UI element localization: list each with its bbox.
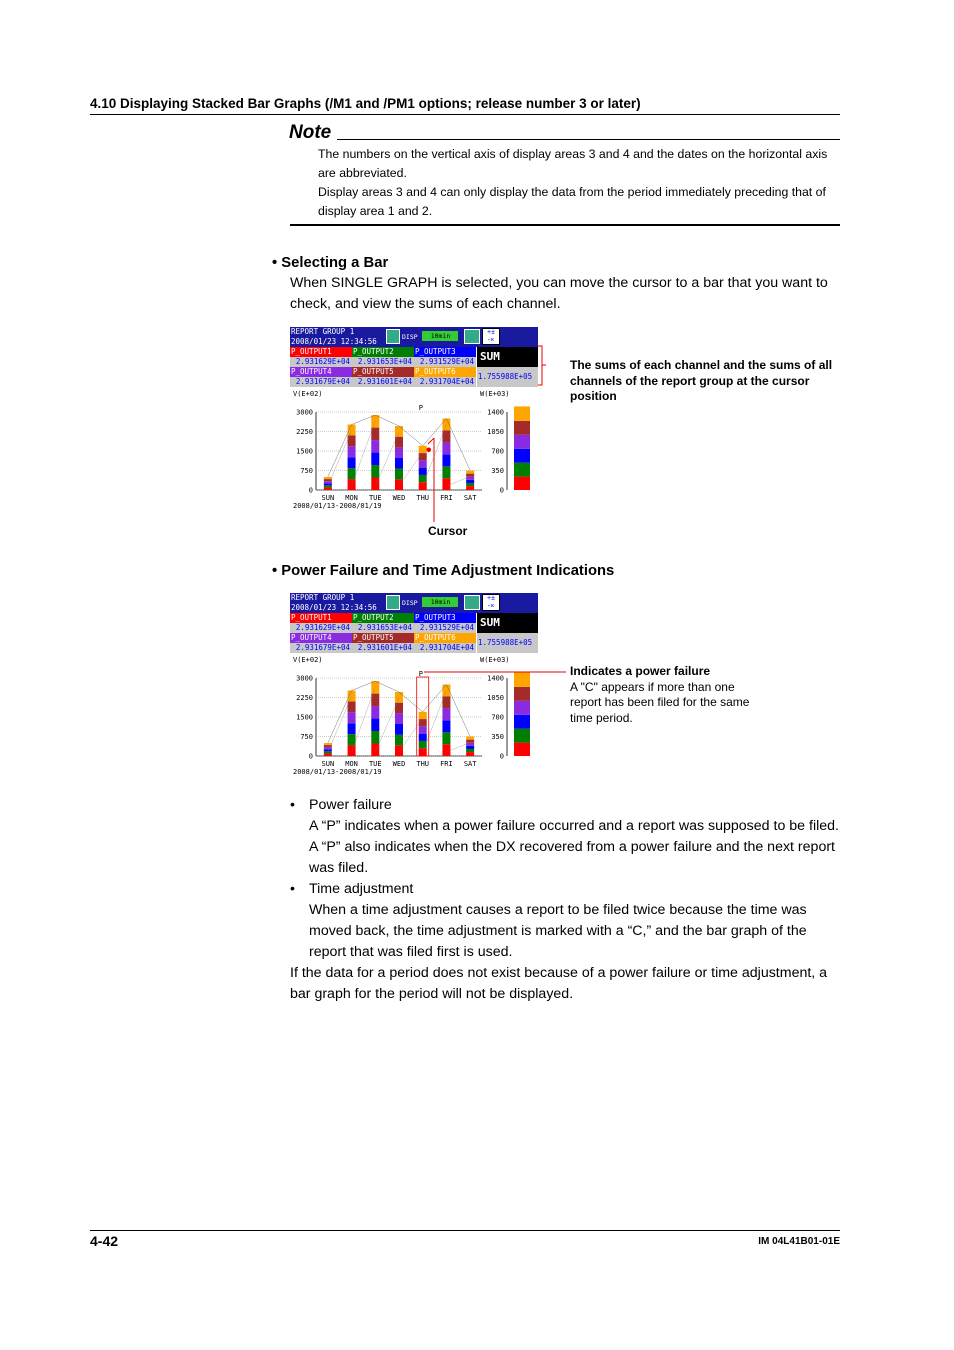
note-paragraph-2: Display areas 3 and 4 can only display the data from the period immediately preceding that of display area 1 and 2. <box>318 185 826 218</box>
day-label: FRI <box>440 760 453 768</box>
channel-sum-value: 2.931679E+04 <box>290 643 352 653</box>
section-power-failure-title: • Power Failure and Time Adjustment Indications <box>272 563 615 579</box>
channel-sum-value: 2.931601E+04 <box>352 377 414 387</box>
left-tick-label: 1500 <box>296 713 313 722</box>
day-label: MON <box>345 760 358 768</box>
bar-segment <box>442 744 450 756</box>
right-axis-unit: W(E+03) <box>480 390 510 398</box>
left-tick-label: 0 <box>308 486 313 495</box>
channel-name: P_OUTPUT1 <box>290 613 352 623</box>
day-label: FRI <box>440 494 453 502</box>
note-paragraph-1: The numbers on the vertical axis of display areas 3 and 4 and the dates on the horizontal axis are abbreviated. <box>318 147 828 180</box>
bar-segment <box>348 468 356 479</box>
power-failure-pointer <box>420 668 570 680</box>
date-range-label: 2008/01/13-2008/01/19 <box>293 502 382 510</box>
channel-name: P_OUTPUT6 <box>414 633 476 643</box>
cursor-label: Cursor <box>428 524 468 538</box>
sum-bar-segment <box>514 715 530 729</box>
display-icon <box>386 329 400 344</box>
sum-bar-segment <box>514 687 530 701</box>
bar-segment <box>466 483 474 486</box>
note-bottom-rule <box>290 224 840 226</box>
sum-bar-segment <box>514 435 530 449</box>
bar-segment <box>371 428 379 440</box>
day-label: SUN <box>321 760 335 768</box>
callout-power-failure-title: Indicates a power failure <box>570 664 711 678</box>
bar-segment <box>419 734 427 741</box>
bar-segment <box>419 719 427 726</box>
power-failure-marker: P <box>418 404 423 412</box>
bar-segment <box>371 465 379 477</box>
bar-segment <box>442 442 450 454</box>
bar-segment <box>419 726 427 733</box>
bar-segment <box>324 487 332 490</box>
note-top-rule <box>337 139 840 140</box>
bar-segment <box>442 732 450 744</box>
bar-segment <box>442 466 450 478</box>
bar-segment <box>466 480 474 483</box>
bullet-time-adjustment-body: When a time adjustment causes a report to be filed twice because the time was moved back, the time adjustment is marked with a “C,” and the bar graph of the report that was filed first is used. <box>309 902 807 960</box>
bar-segment <box>466 737 474 740</box>
date-range-label: 2008/01/13-2008/01/19 <box>293 768 382 776</box>
left-tick-label: 0 <box>308 752 313 761</box>
bar-segment <box>442 720 450 732</box>
bar-segment <box>348 745 356 756</box>
page-number: 4-42 <box>90 1233 119 1249</box>
bar-segment <box>395 692 403 703</box>
sum-label: SUM <box>477 613 538 633</box>
left-tick-label: 3000 <box>296 408 313 417</box>
channel-name: P_OUTPUT3 <box>414 613 476 623</box>
bar-segment <box>324 477 332 479</box>
channel-sum-value: 2.931653E+04 <box>352 623 414 633</box>
bar-segment <box>442 430 450 442</box>
channel-sum-value: 2.931653E+04 <box>352 357 414 367</box>
left-tick-label: 2250 <box>296 428 313 436</box>
right-axis-unit: W(E+03) <box>480 656 510 664</box>
interval-indicator: 10min <box>422 331 458 341</box>
sum-bar-segment <box>514 421 530 435</box>
bar-segment <box>348 446 356 457</box>
bar-segment <box>442 478 450 490</box>
cursor-pointer-line <box>400 430 440 525</box>
disp-label: DISP <box>402 599 418 607</box>
bar-segment <box>324 483 332 485</box>
math-icon: +± -× <box>482 328 500 345</box>
bar-segment <box>419 748 427 756</box>
bar-segment <box>348 712 356 723</box>
channel-name: P_OUTPUT5 <box>352 367 414 377</box>
sum-bar-segment <box>514 743 530 756</box>
sum-bar-segment <box>514 477 530 490</box>
day-label: TUE <box>368 494 382 502</box>
right-tick-label: 1400 <box>487 674 504 683</box>
left-tick-label: 3000 <box>296 674 313 683</box>
sum-label: SUM <box>477 347 538 367</box>
interval-indicator: 10min <box>422 597 458 607</box>
bar-segment <box>324 481 332 483</box>
sum-bar-segment <box>514 729 530 743</box>
bar-segment <box>395 735 403 746</box>
bar-segment <box>466 752 474 756</box>
section-selecting-bar-body: When SINGLE GRAPH is selected, you can move the cursor to a bar that you want to check, and view the sums of each channel. <box>290 275 828 312</box>
display-icon <box>386 595 400 610</box>
bar-segment <box>466 746 474 749</box>
channel-sum-value: 2.931629E+04 <box>290 623 352 633</box>
bar-segment <box>348 723 356 734</box>
bullet-dot: • <box>290 881 295 897</box>
bar-segment <box>324 749 332 751</box>
right-tick-label: 1050 <box>487 694 504 702</box>
channel-name: P_OUTPUT2 <box>352 613 414 623</box>
report-group-label: REPORT GROUP 1 <box>291 327 355 336</box>
callout-power-failure <box>570 664 760 726</box>
report-datetime: 2008/01/23 12:34:56 <box>291 603 377 612</box>
channel-name: P_OUTPUT5 <box>352 633 414 643</box>
closing-paragraph: If the data for a period does not exist because of a power failure or time adjustment, a bar graph for the period will not be displayed. <box>290 965 828 1002</box>
bullet-time-adjustment <box>290 879 840 963</box>
left-tick-label: 750 <box>300 733 313 741</box>
right-tick-label: 350 <box>491 733 504 741</box>
bar-segment <box>466 740 474 743</box>
day-label: THU <box>416 494 430 502</box>
bullet-power-failure-body: A “P” indicates when a power failure occurred and a report was supposed to be filed. A “P” also indicates when the DX recovered from a power failure and the next report was filed. <box>309 818 839 876</box>
bar-segment <box>466 486 474 490</box>
sum-bar-segment <box>514 449 530 463</box>
bar-segment <box>442 454 450 466</box>
bar-segment <box>466 471 474 474</box>
bar-segment <box>442 696 450 708</box>
bullet-list <box>290 795 840 1005</box>
day-label: WED <box>392 760 406 768</box>
bullet-time-adjustment-title: Time adjustment <box>309 881 414 897</box>
left-tick-label: 2250 <box>296 694 313 702</box>
left-tick-label: 750 <box>300 467 313 475</box>
note-title: Note <box>289 122 332 143</box>
right-tick-label: 1050 <box>487 428 504 436</box>
bar-segment <box>466 474 474 477</box>
left-tick-label: 1500 <box>296 447 313 456</box>
day-label: THU <box>416 760 430 768</box>
bar-segment <box>395 724 403 735</box>
channel-name: P_OUTPUT4 <box>290 367 352 377</box>
bar-segment <box>466 477 474 480</box>
bar-segment <box>395 713 403 724</box>
bar-segment <box>348 734 356 745</box>
bullet-power-failure-title: Power failure <box>309 797 392 813</box>
day-label: WED <box>392 494 406 502</box>
refresh-icon <box>464 595 480 610</box>
bar-segment <box>371 719 379 731</box>
channel-sum-value: 2.931629E+04 <box>290 357 352 367</box>
section-selecting-bar-title: • Selecting a Bar <box>272 255 389 271</box>
left-axis-unit: V(E+02) <box>293 390 323 398</box>
note-text <box>318 145 838 221</box>
footer-rule <box>90 1230 840 1231</box>
callout-bracket <box>536 345 548 387</box>
bar-segment <box>348 690 356 701</box>
bar-segment <box>395 745 403 756</box>
bar-segment <box>442 708 450 720</box>
sum-bar-segment <box>514 406 530 420</box>
day-label: MON <box>345 494 358 502</box>
channel-sum-value: 2.931529E+04 <box>414 357 476 367</box>
day-label: SAT <box>463 760 477 768</box>
channel-name: P_OUTPUT3 <box>414 347 476 357</box>
callout-sums: The sums of each channel and the sums of all channels of the report group at the cursor position <box>570 358 833 403</box>
right-tick-label: 700 <box>491 447 504 456</box>
doc-number: IM 04L41B01-01E <box>758 1236 840 1247</box>
channel-sum-value: 2.931704E+04 <box>414 643 476 653</box>
channel-sum-value: 2.931679E+04 <box>290 377 352 387</box>
refresh-icon <box>464 329 480 344</box>
bar-segment <box>371 694 379 706</box>
channel-sum-value: 2.931704E+04 <box>414 377 476 387</box>
report-group-label: REPORT GROUP 1 <box>291 593 355 602</box>
channel-name: P_OUTPUT4 <box>290 633 352 643</box>
callout-power-failure-body: A "C" appears if more than one report has been filed for the same time period. <box>570 679 750 725</box>
channel-sum-value: 2.931529E+04 <box>414 623 476 633</box>
bar-segment <box>371 440 379 452</box>
right-tick-label: 1400 <box>487 408 504 417</box>
power-failure-marker: P <box>418 670 423 678</box>
bar-segment <box>371 453 379 465</box>
screen-power-failure <box>290 593 538 783</box>
bar-segment <box>348 479 356 490</box>
sum-bar-segment <box>514 701 530 715</box>
day-label: SUN <box>321 494 335 502</box>
sum-bar-segment <box>514 463 530 477</box>
channel-name: P_OUTPUT2 <box>352 347 414 357</box>
day-label: TUE <box>368 760 382 768</box>
section-header: 4.10 Displaying Stacked Bar Graphs (/M1 and /PM1 options; release number 3 or later) <box>90 96 641 111</box>
channel-sum-value: 2.931601E+04 <box>352 643 414 653</box>
bullet-dot: • <box>290 797 295 813</box>
right-tick-label: 700 <box>491 713 504 722</box>
disp-label: DISP <box>402 333 418 341</box>
bullet-power-failure <box>290 795 840 879</box>
bar-segment <box>324 753 332 756</box>
right-tick-label: 350 <box>491 467 504 475</box>
right-tick-label: 0 <box>499 752 504 761</box>
bar-segment <box>348 424 356 435</box>
bar-segment <box>371 706 379 718</box>
right-tick-label: 0 <box>499 486 504 495</box>
report-datetime: 2008/01/23 12:34:56 <box>291 337 377 346</box>
bar-segment <box>371 731 379 743</box>
sum-total-value: 1.755988E+05 <box>477 367 538 387</box>
bar-segment <box>466 743 474 746</box>
bar-segment <box>324 747 332 749</box>
bar-segment <box>348 457 356 468</box>
channel-name: P_OUTPUT1 <box>290 347 352 357</box>
day-label: SAT <box>463 494 477 502</box>
channel-name: P_OUTPUT6 <box>414 367 476 377</box>
sum-total-value: 1.755988E+05 <box>477 633 538 653</box>
header-rule <box>90 114 840 115</box>
bar-segment <box>324 743 332 745</box>
left-axis-unit: V(E+02) <box>293 656 323 664</box>
bar-segment <box>466 749 474 752</box>
math-icon: +± -× <box>482 594 500 611</box>
